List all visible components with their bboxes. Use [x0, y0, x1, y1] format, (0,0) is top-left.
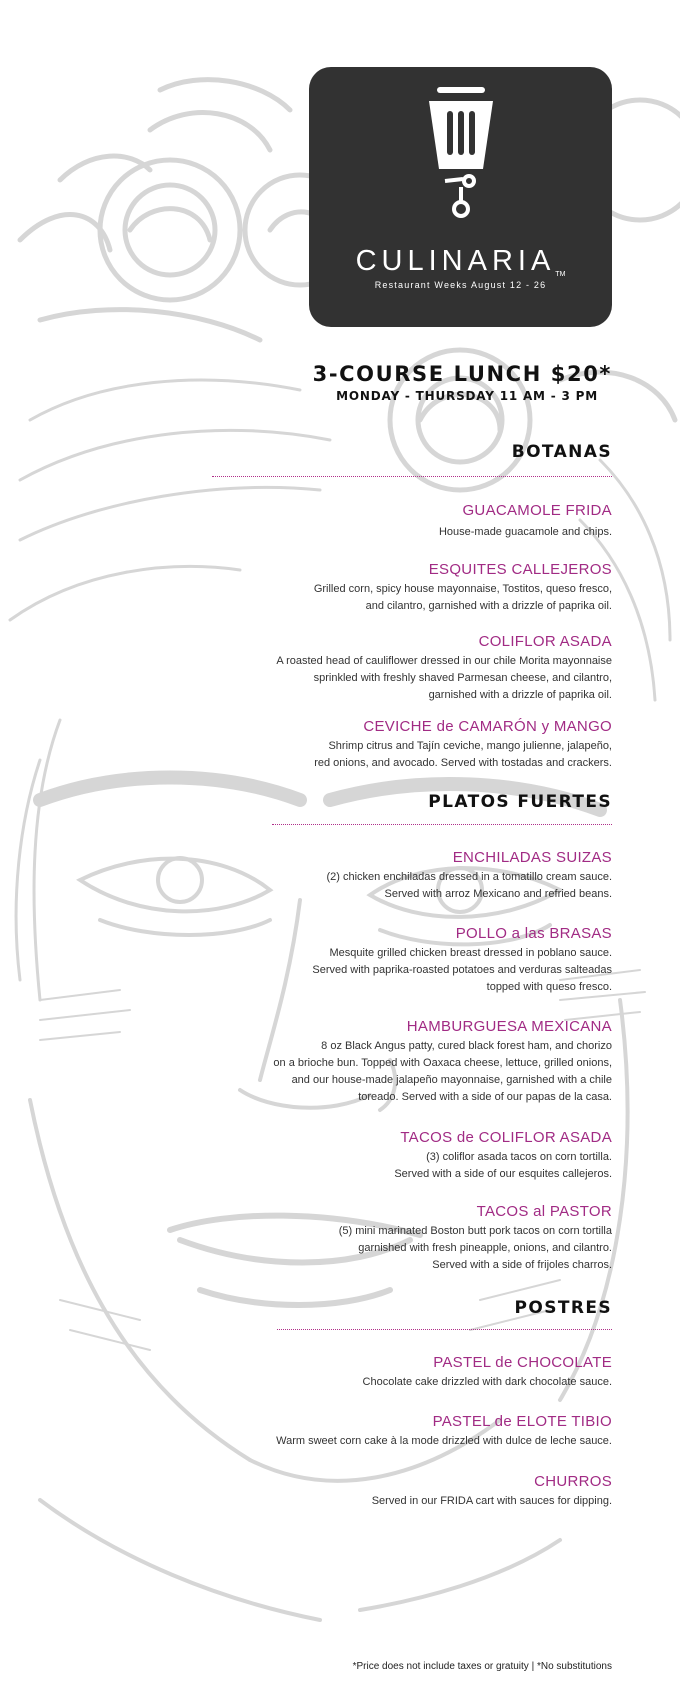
brand-subtitle: Restaurant Weeks August 12 - 26 [374, 280, 547, 290]
menu-item-description: Grilled corn, spicy house mayonnaise, Tostitos, queso fresco, and cilantro, garnished with a drizzle of paprika oil. [313, 583, 612, 612]
section-divider-postres [277, 1329, 612, 1330]
menu-item-name: HAMBURGUESA MEXICANA [406, 1018, 612, 1035]
brand-name-text: CULINARIA [355, 245, 556, 277]
menu-item-description: Served in our FRIDA cart with sauces for dipping. [371, 1495, 612, 1507]
menu-item-name: CHURROS [534, 1473, 612, 1490]
chef-hat-spatula-icon [423, 87, 499, 237]
menu-item-name: ESQUITES CALLEJEROS [428, 561, 612, 578]
menu-item-description: Mesquite grilled chicken breast dressed in poblano sauce. Served with paprika-roasted potatoes and verduras salteadas topped with queso fresco. [312, 947, 612, 993]
menu-item-name: PASTEL de CHOCOLATE [433, 1354, 612, 1371]
section-divider-botanas [212, 476, 612, 477]
menu-item-name: POLLO a las BRASAS [455, 925, 612, 942]
menu-item-name: GUACAMOLE FRIDA [462, 502, 612, 519]
menu-item-name: CEVICHE de CAMARÓN y MANGO [363, 718, 612, 735]
menu-item-description: A roasted head of cauliflower dressed in our chile Morita mayonnaise sprinkled with freshly shaved Parmesan cheese, and cilantro, garnished with a drizzle of paprika oil. [276, 655, 612, 701]
menu-item-description: (3) coliflor asada tacos on corn tortilla. Served with a side of our esquites callejeros. [394, 1151, 612, 1180]
menu-item-description: House-made guacamole and chips. [438, 526, 612, 538]
section-divider-platos-fuertes [272, 824, 612, 825]
menu-item-description: Warm sweet corn cake à la mode drizzled with dulce de leche sauce. [276, 1435, 612, 1447]
menu-item-name: PASTEL de ELOTE TIBIO [432, 1413, 612, 1430]
menu-item-name: TACOS al PASTOR [476, 1203, 612, 1220]
logo-panel [309, 67, 612, 327]
lunch-hours: MONDAY - THURSDAY 11 AM - 3 PM [336, 389, 598, 403]
section-title-botanas: BOTANAS [511, 442, 612, 462]
menu-item-name: ENCHILADAS SUIZAS [452, 849, 612, 866]
section-title-postres: POSTRES [514, 1298, 612, 1318]
menu-item-name: COLIFLOR ASADA [478, 633, 612, 650]
brand-name [309, 245, 612, 278]
footnote: *Price does not include taxes or gratuity | *No substitutions [352, 1661, 612, 1672]
lunch-title: 3-COURSE LUNCH $20* [312, 362, 612, 386]
menu-item-description: Shrimp citrus and Tajín ceviche, mango julienne, jalapeño, red onions, and avocado. Served with tostadas and crackers. [314, 740, 612, 769]
menu-item-description: (2) chicken enchiladas dressed in a tomatillo cream sauce. Served with arroz Mexicano and refried beans. [326, 871, 612, 900]
menu-item-description: (5) mini marinated Boston butt pork tacos on corn tortilla garnished with fresh pineapple, onions, and cilantro. Served with a side of frijoles charros. [338, 1225, 612, 1271]
menu-item-name: TACOS de COLIFLOR ASADA [400, 1129, 612, 1146]
trademark-mark: TM [555, 271, 566, 278]
section-title-platos-fuertes: PLATOS FUERTES [428, 792, 612, 812]
menu-item-description: 8 oz Black Angus patty, cured black forest ham, and chorizo on a brioche bun. Topped with Oaxaca cheese, lettuce, grilled onions, and our house-made jalapeño mayonnaise, garnished with a chile toreado. Served with a side of our papas de la casa. [273, 1040, 612, 1103]
menu-item-description: Chocolate cake drizzled with dark chocolate sauce. [362, 1376, 612, 1388]
